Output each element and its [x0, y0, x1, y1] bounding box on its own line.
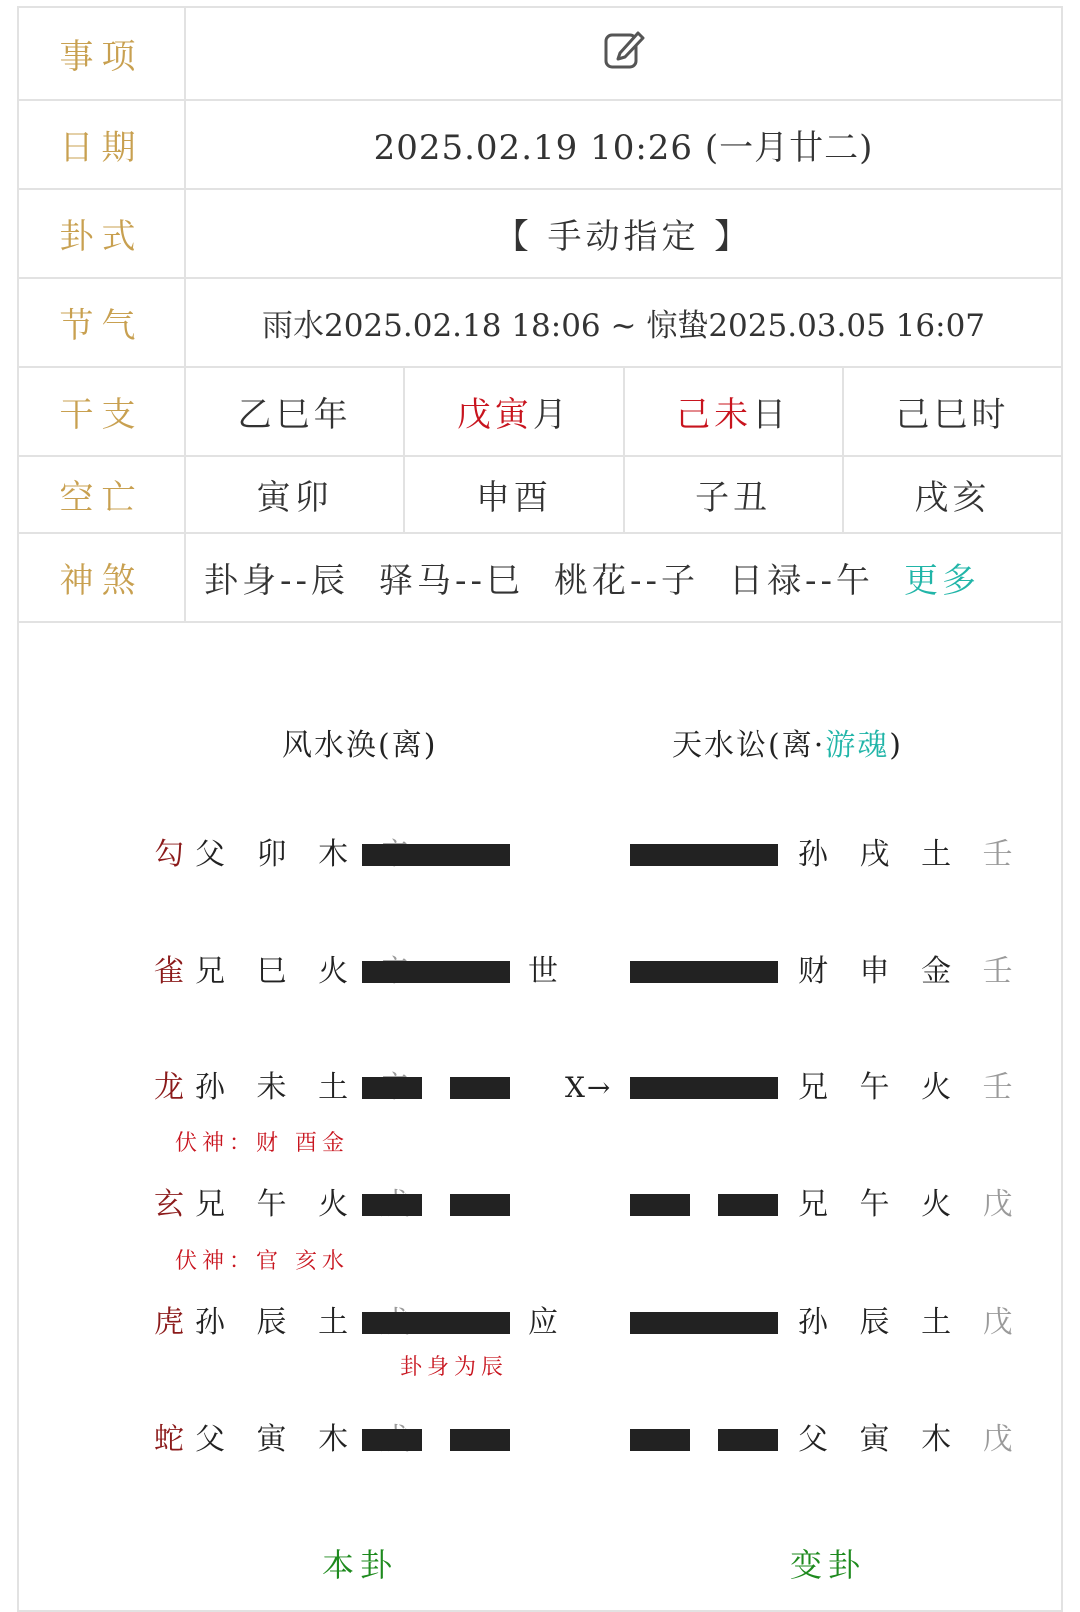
kongwang-day: 子丑	[624, 456, 843, 533]
six-god: 虎	[154, 1305, 195, 1340]
shi-ying-mark: 应	[528, 1305, 558, 1340]
bian-yin-line-segment	[630, 1429, 690, 1451]
label-style: 卦式	[18, 189, 185, 278]
kongwang-hour: 戌亥	[843, 456, 1062, 533]
bian-gua-footer: 变卦	[790, 1546, 867, 1584]
ben-yang-line	[362, 961, 510, 983]
bian-yin-line-segment	[630, 1194, 690, 1216]
six-god: 雀	[154, 954, 195, 989]
ben-yin-line-segment	[450, 1429, 510, 1451]
yao-row	[0, 1185, 1080, 1225]
bian-yang-line	[630, 961, 778, 983]
bian-yao-label: 财 申 金 壬	[798, 954, 1024, 989]
ben-yin-line-segment	[362, 1194, 422, 1216]
label-ganzhi: 干支	[18, 367, 185, 456]
shensha-item: 桃花--子	[553, 561, 699, 601]
kongwang-month: 申酉	[404, 456, 623, 533]
ben-yao-label: 勾父 卯 木	[154, 837, 360, 872]
ganzhi-day: 己未日	[624, 367, 843, 456]
yao-row	[0, 1420, 1080, 1460]
yao-row	[0, 1068, 1080, 1108]
six-god: 龙	[154, 1070, 195, 1105]
ben-yao-label: 蛇父 寅 木	[154, 1422, 360, 1457]
yao-row	[0, 952, 1080, 992]
bian-yao-label: 父 寅 木 戊	[798, 1422, 1024, 1457]
shensha-item: 卦身--辰	[204, 561, 349, 601]
ben-yin-line-segment	[450, 1077, 510, 1099]
hidden-god-note: 伏神：官 亥水	[175, 1249, 349, 1274]
ben-yin-line-segment	[450, 1194, 510, 1216]
shi-ying-mark: 世	[528, 954, 558, 989]
label-item: 事项	[18, 7, 185, 100]
bian-yang-line	[630, 1312, 778, 1334]
label-kongwang: 空亡	[18, 456, 185, 533]
bian-yang-line	[630, 844, 778, 866]
ben-yang-line	[362, 844, 510, 866]
bian-yao-label: 兄 午 火 戊	[798, 1187, 1024, 1222]
solar-term-value: 雨水2025.02.18 18:06 ~ 惊蛰2025.03.05 16:07	[185, 278, 1062, 367]
ben-yang-line	[362, 1312, 510, 1334]
ben-yin-line-segment	[362, 1429, 422, 1451]
six-god: 玄	[154, 1187, 195, 1222]
label-solar-term: 节气	[18, 278, 185, 367]
shensha-item: 日禄--午	[728, 561, 874, 601]
date-value: 2025.02.19 10:26 (一月廿二)	[185, 100, 1062, 189]
shensha-list	[185, 533, 1062, 622]
gua-shen-note: 卦身为辰	[400, 1355, 509, 1380]
moving-line-mark: X→	[565, 1071, 613, 1104]
ganzhi-month: 戊寅月	[404, 367, 623, 456]
edit-icon[interactable]	[602, 27, 646, 80]
ben-gua-title: 风水涣(离)	[282, 728, 438, 763]
label-date: 日期	[18, 100, 185, 189]
ben-yao-label: 虎孙 辰 土	[154, 1305, 360, 1340]
label-shensha: 神煞	[18, 533, 185, 622]
edit-cell[interactable]	[185, 7, 1062, 100]
ben-gua-footer: 本卦	[322, 1546, 399, 1584]
ganzhi-hour: 己巳时	[843, 367, 1062, 456]
style-value: 【 手动指定 】	[185, 189, 1062, 278]
divination-card	[17, 6, 1063, 1612]
ben-yao-label: 雀兄 巳 火	[154, 954, 360, 989]
shensha-item: 驿马--巳	[378, 561, 524, 601]
ben-yao-label: 龙孙 未 土	[154, 1070, 360, 1105]
bian-gua-title: 天水讼(离·游魂)	[672, 728, 903, 763]
info-table	[17, 6, 1063, 623]
yao-row	[0, 1303, 1080, 1343]
more-link[interactable]: 更多	[903, 561, 980, 601]
bian-yao-label: 孙 辰 土 戊	[798, 1305, 1024, 1340]
six-god: 勾	[154, 837, 195, 872]
ben-yin-line-segment	[362, 1077, 422, 1099]
bian-yang-line	[630, 1077, 778, 1099]
you-hun-label: 游魂	[825, 728, 890, 763]
yao-row	[0, 835, 1080, 875]
hidden-god-note: 伏神：财 酉金	[175, 1131, 349, 1156]
six-god: 蛇	[154, 1422, 195, 1457]
bian-yin-line-segment	[718, 1429, 778, 1451]
ben-yao-label: 玄兄 午 火	[154, 1187, 360, 1222]
bian-yao-label: 兄 午 火 壬	[798, 1070, 1024, 1105]
kongwang-year: 寅卯	[185, 456, 404, 533]
bian-yin-line-segment	[718, 1194, 778, 1216]
ganzhi-year: 乙巳年	[185, 367, 404, 456]
bian-yao-label: 孙 戌 土 壬	[798, 837, 1024, 872]
